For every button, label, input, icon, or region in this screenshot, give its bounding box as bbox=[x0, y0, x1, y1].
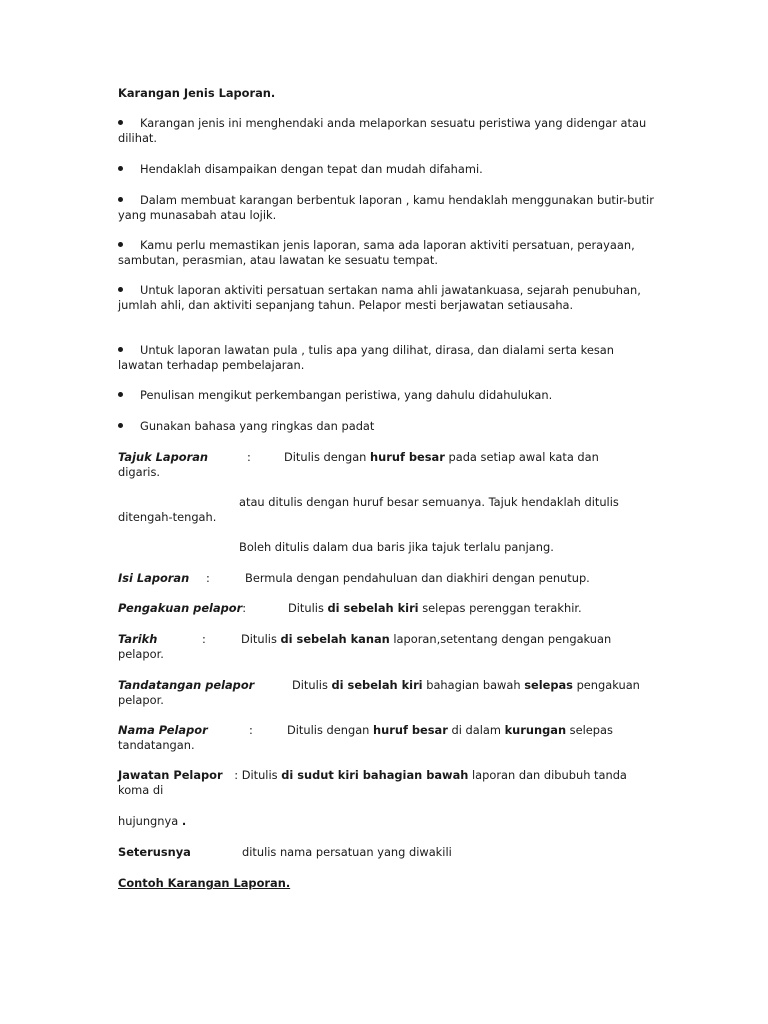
tajuk-label: Tajuk Laporan bbox=[118, 450, 208, 464]
contoh-heading: Contoh Karangan Laporan. bbox=[118, 876, 291, 890]
jawatan-text-cont: koma di bbox=[118, 783, 164, 797]
jawatan-line: Jawatan Pelapor : Ditulis di sudut kiri bahagian bawah laporan dan dibubuh tanda bbox=[118, 768, 627, 782]
bullet-item: Untuk laporan lawatan pula , tulis apa yang dilihat, dirasa, dan dialami serta kesan lawatan terhadap pembelajaran. bbox=[118, 343, 614, 372]
bullet-item: Hendaklah disampaikan dengan tepat dan mudah difahami. bbox=[140, 162, 483, 176]
tarikh-text: Ditulis di sebelah kanan laporan,setentang dengan pengakuan bbox=[241, 632, 612, 646]
bullet-item: Dalam membuat karangan berbentuk laporan , kamu hendaklah menggunakan butir-butir yang munasabah atau lojik. bbox=[118, 193, 654, 222]
pengakuan-text: Ditulis di sebelah kiri selepas perenggan terakhir. bbox=[288, 601, 582, 615]
bullet-item: Kamu perlu memastikan jenis laporan, sama ada laporan aktiviti persatuan, perayaan, sambutan, perasmian, atau lawatan ke sesuatu tempat. bbox=[118, 238, 635, 267]
tajuk-line3: Boleh ditulis dalam dua baris jika tajuk terlalu panjang. bbox=[239, 540, 554, 554]
document-title: Karangan Jenis Laporan. bbox=[118, 86, 276, 100]
seterusnya-text: ditulis nama persatuan yang diwakili bbox=[242, 845, 452, 859]
tajuk-colon: : bbox=[247, 450, 251, 464]
nama-label: Nama Pelapor bbox=[118, 723, 208, 737]
nama-text-cont: tandatangan. bbox=[118, 738, 195, 752]
isi-colon: : bbox=[206, 571, 210, 585]
pengakuan-label: Pengakuan pelapor: bbox=[118, 601, 247, 615]
tarikh-text-cont: pelapor. bbox=[118, 647, 164, 661]
nama-text: Ditulis dengan huruf besar di dalam kurungan selepas bbox=[287, 723, 613, 737]
tandatangan-label: Tandatangan pelapor bbox=[118, 678, 255, 692]
isi-label: Isi Laporan bbox=[118, 571, 190, 585]
bullet-item: Untuk laporan aktiviti persatuan sertakan nama ahli jawatankuasa, sejarah penubuhan, jumlah ahli, dan aktiviti sepanjang tahun. Pelapor mesti berjawatan setiausaha. bbox=[118, 283, 641, 312]
tajuk-text-cont: digaris. bbox=[118, 465, 161, 479]
tandatangan-text: Ditulis di sebelah kiri bahagian bawah selepas pengakuan bbox=[292, 678, 640, 692]
isi-text: Bermula dengan pendahuluan dan diakhiri dengan penutup. bbox=[245, 571, 590, 585]
jawatan-text-cont2: hujungnya . bbox=[118, 814, 187, 828]
nama-colon: : bbox=[249, 723, 253, 737]
tajuk-line2b: ditengah-tengah. bbox=[118, 510, 217, 524]
tajuk-text: Ditulis dengan huruf besar pada setiap awal kata dan bbox=[284, 450, 599, 464]
tajuk-line2a: atau ditulis dengan huruf besar semuanya. Tajuk hendaklah ditulis bbox=[239, 495, 619, 509]
bullet-item: Gunakan bahasa yang ringkas dan padat bbox=[140, 419, 375, 433]
tarikh-colon: : bbox=[202, 632, 206, 646]
tandatangan-text-cont: pelapor. bbox=[118, 693, 164, 707]
seterusnya-label: Seterusnya bbox=[118, 845, 191, 859]
bullet-item: Penulisan mengikut perkembangan peristiwa, yang dahulu didahulukan. bbox=[140, 388, 553, 402]
bullet-item: Karangan jenis ini menghendaki anda melaporkan sesuatu peristiwa yang didengar atau dilihat. bbox=[118, 116, 647, 145]
tarikh-label: Tarikh bbox=[118, 632, 158, 646]
